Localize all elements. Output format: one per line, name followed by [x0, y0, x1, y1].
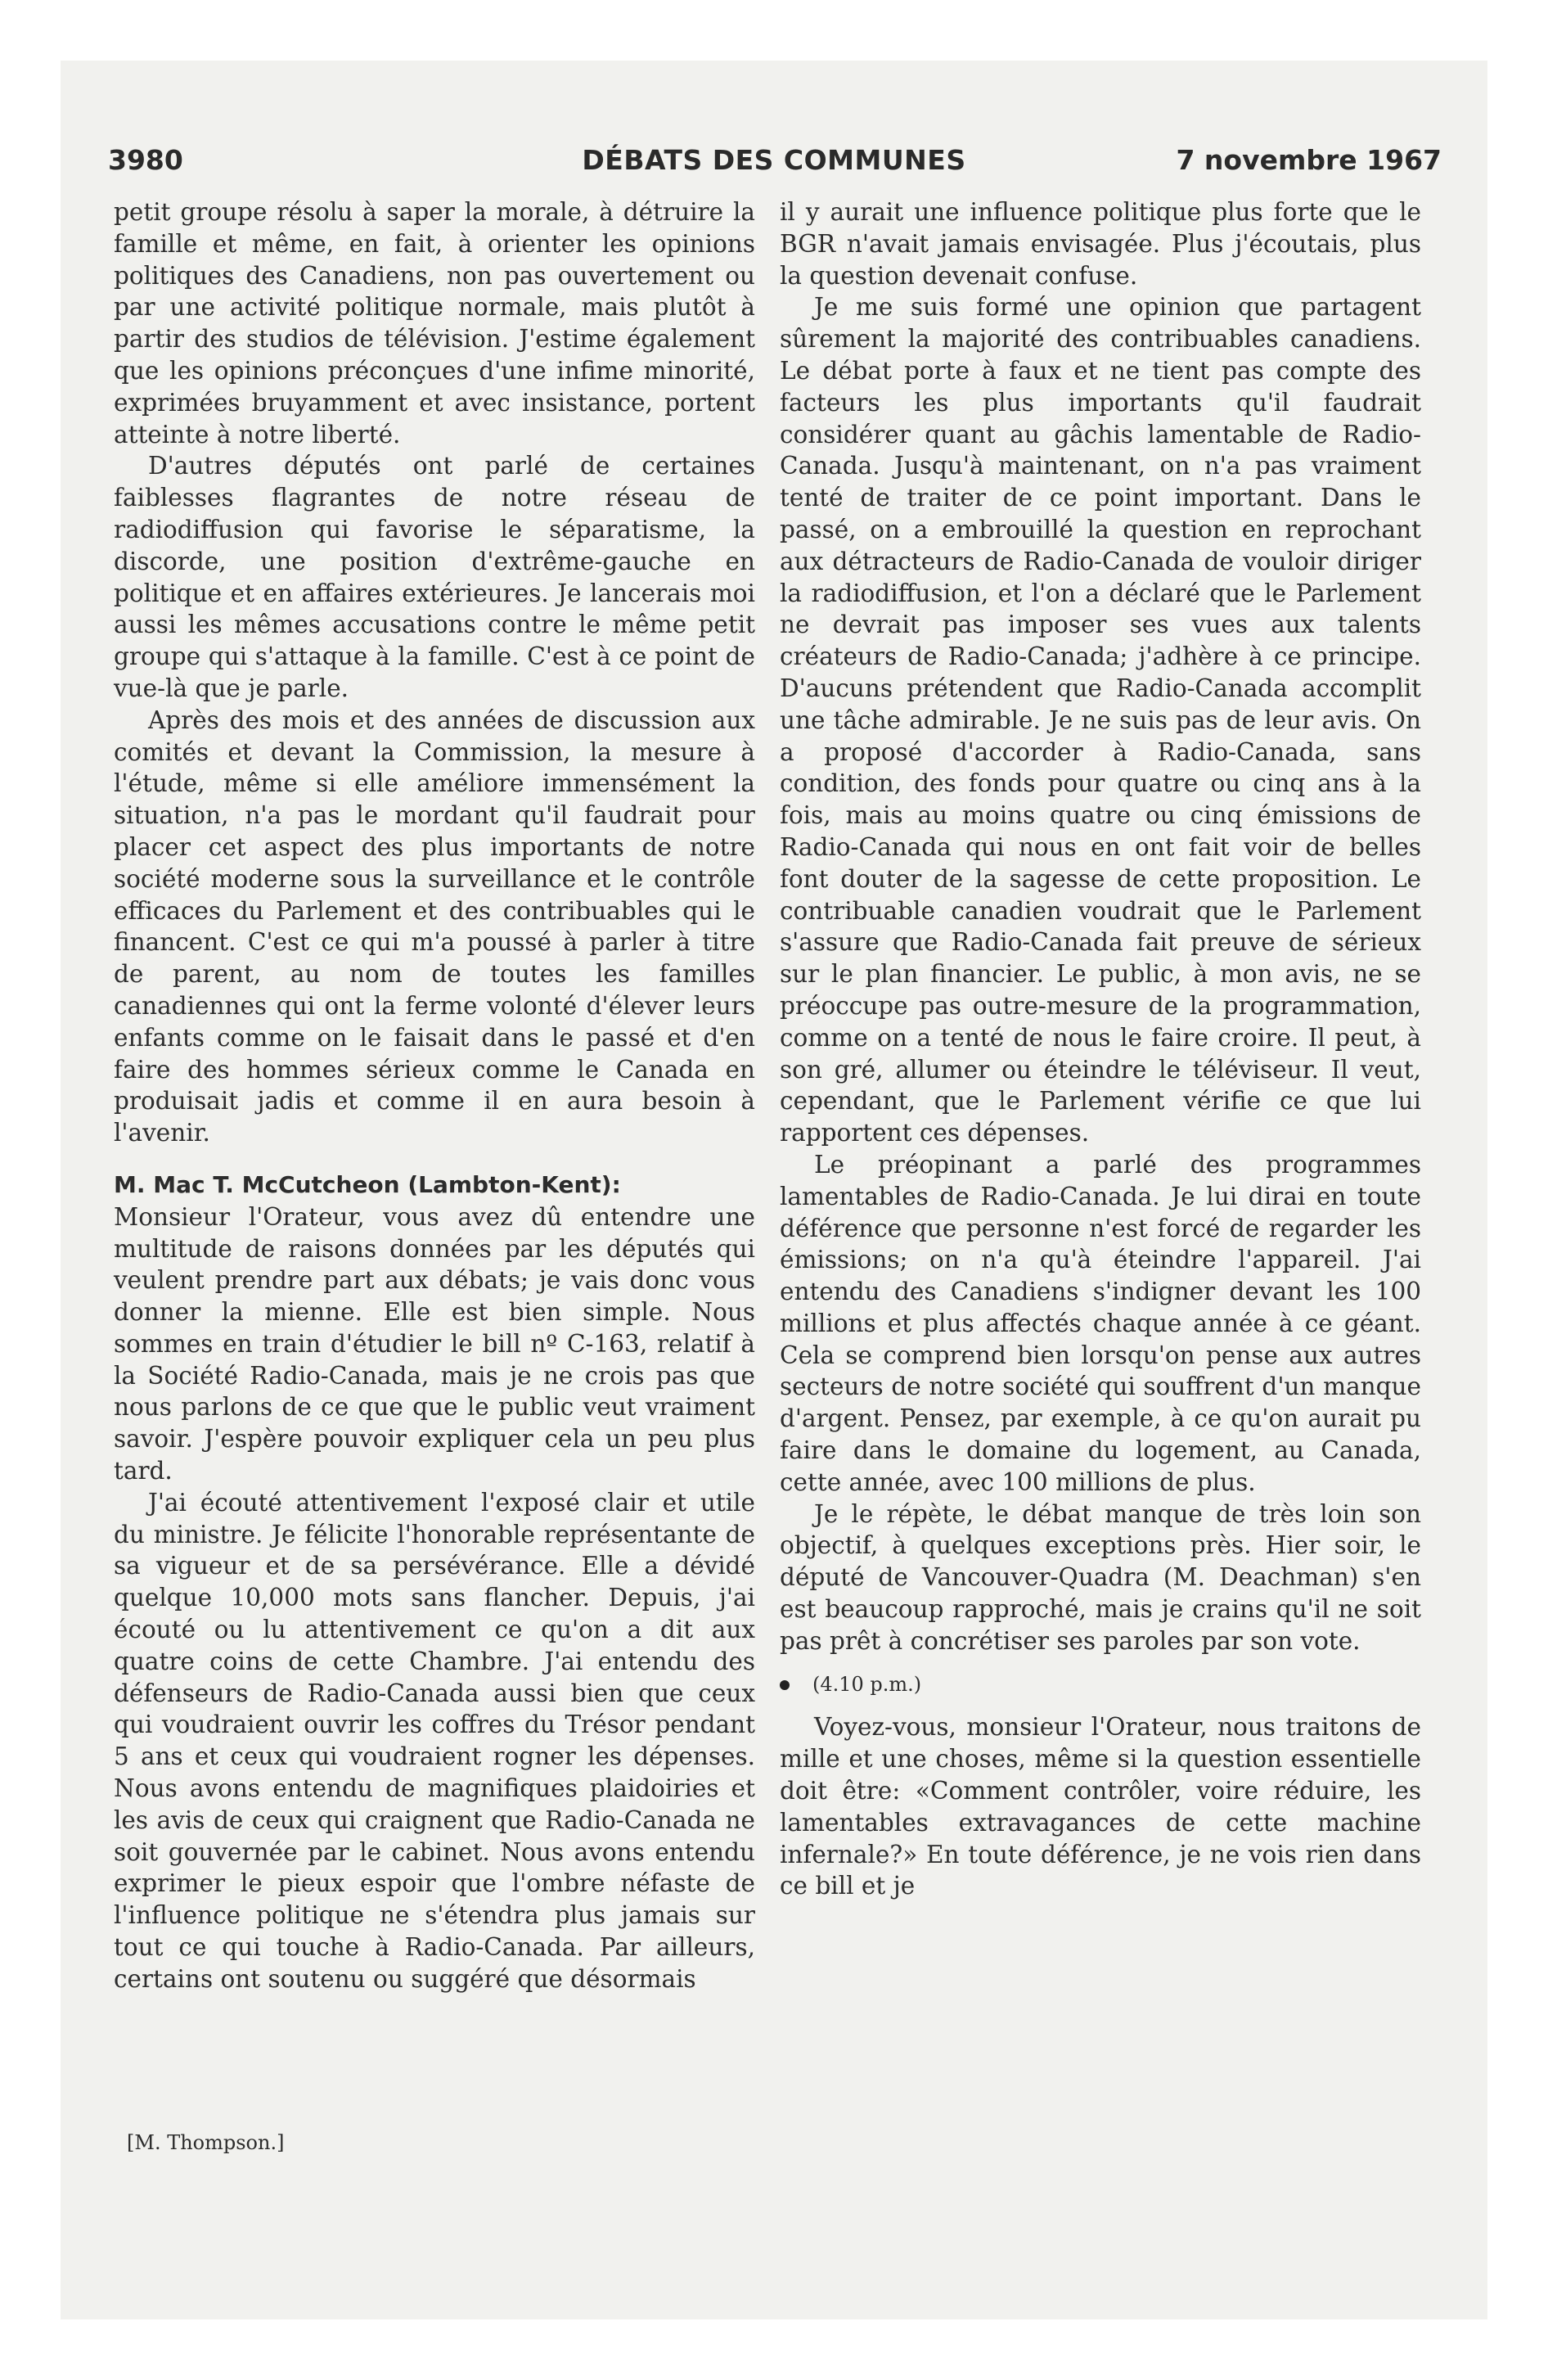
paragraph: Je me suis formé une opinion que partagent sûrement la majorité des contribuables canadiens. Le débat porte à faux et ne tient pas compte des facteurs les plus importants qu'il faudrait considérer quant au gâchis lamentable de Radio-Canada. Jusqu'à maintenant, on n'a pas vraiment tenté de traiter de ce point important. Dans le passé, on a embrouillé la question en reprochant aux détracteurs de Radio-Canada de vouloir diriger la radiodiffusion, et l'on a déclaré que le Parlement ne devrait pas imposer ses vues aux talents créateurs de Radio-Canada; j'adhère à ce principe. D'aucuns prétendent que Radio-Canada accomplit une tâche admirable. Je ne suis pas de leur avis. On a proposé d'accorder à Radio-Canada, sans condition, des fonds pour quatre ou cinq ans à la fois, mais au moins quatre ou cinq émissions de Radio-Canada qui nous en ont fait voir de belles font douter de la sagesse de cette proposition. Le contribuable canadien voudrait que le Parlement s'assure que Radio-Canada fait preuve de sérieux sur le plan financier. Le public, à mon avis, ne se préoccupe pas outre-mesure de la programmation, comme on a tenté de nous le faire croire. Il peut, à son gré, allumer ou éteindre le téléviseur. Il veut, cependant, que le Parlement vérifie ce que lui rapportent ces dépenses. [780, 293, 1421, 1147]
paragraph: Le préopinant a parlé des programmes lamentables de Radio-Canada. Je lui dirai en toute déférence que personne n'est forcé de regarder les émissions; on n'a qu'à éteindre l'appareil. J'ai entendu des Canadiens s'indigner devant les 100 millions et plus affectés chaque année à ce géant. Cela se comprend bien lorsqu'on pense aux autres secteurs de notre société qui souffrent d'un manque d'argent. Pensez, par exemple, à ce qu'on aurait pu faire dans le domaine du logement, au Canada, cette année, avec 100 millions de plus. [780, 1150, 1421, 1496]
paragraph: il y aurait une influence politique plus forte que le BGR n'avait jamais envisagée. Plus j'écoutais, plus la question devenait confuse. [780, 198, 1421, 290]
paragraph: J'ai écouté attentivement l'exposé clair et utile du ministre. Je félicite l'honorable représentante de sa vigueur et de sa persévérance. Elle a dévidé quelque 10,000 mots sans flancher. Depuis, j'ai écouté ou lu attentivement ce qu'on a dit aux quatre coins de cette Chambre. J'ai entendu des défenseurs de Radio-Canada aussi bien que ceux qui voudraient ouvrir les coffres du Trésor pendant 5 ans et ceux qui voudraient rogner les dépenses. Nous avons entendu de magnifiques plaidoiries et les avis de ceux qui craignent que Radio-Canada ne soit gouvernée par le cabinet. Nous avons entendu exprimer le pieux espoir que l'ombre néfaste de l'influence politique ne s'étendra plus jamais sur tout ce qui touche à Radio-Canada. Par ailleurs, certains ont soutenu ou suggéré que désormais [114, 1488, 755, 1993]
speaker-name: M. Mac T. McCutcheon (Lambton-Kent): [114, 1170, 621, 1198]
paragraph: Voyez-vous, monsieur l'Orateur, nous traitons de mille et une choses, même si la question essentielle doit être: «Comment contrôler, voire réduire, les lamentables extravagances de cette machine infernale?» En toute déférence, je ne vois rien dans ce bill et je [780, 1713, 1421, 1900]
speaker-paragraph [114, 1169, 755, 1201]
page-title: DÉBATS DES COMMUNES [582, 144, 966, 176]
page-date: 7 novembre 1967 [1176, 144, 1442, 176]
paragraph: Je le répète, le débat manque de très loin son objectif, à quelques exceptions près. Hier soir, le député de Vancouver-Quadra (M. Deachman) s'en est beaucoup rapproché, mais je crains qu'il ne soit pas prêt à concrétiser ses paroles par son vote. [780, 1499, 1421, 1655]
footer-speaker-reference: [M. Thompson.] [127, 2131, 285, 2154]
right-column [780, 196, 1421, 1902]
bullet-icon [780, 1680, 790, 1690]
paragraph: Après des mois et des années de discussion aux comités et devant la Commission, la mesure à l'étude, même si elle améliore immensément la situation, n'a pas le mordant qu'il faudrait pour placer cet aspect des plus importants de notre société moderne sous la surveillance et le contrôle efficaces du Parlement et des contribuables qui le financent. C'est ce qui m'a poussé à parler à titre de parent, au nom de toutes les familles canadiennes qui ont la ferme volonté d'élever leurs enfants comme on le faisait dans le passé et d'en faire des hommes sérieux comme le Canada en produisait jadis et comme il en aura besoin à l'avenir. [114, 705, 755, 1147]
time-marker [780, 1669, 1421, 1701]
page-header [0, 144, 1548, 177]
paragraph: Monsieur l'Orateur, vous avez dû entendre une multitude de raisons données par les députés qui veulent prendre part aux débats; je vais donc vous donner la mienne. Elle est bien simple. Nous sommes en train d'étudier le bill nº C-163, relatif à la Société Radio-Canada, mais je ne crois pas que nous parlons de ce que que le public veut vraiment savoir. J'espère pouvoir expliquer cela un peu plus tard. [114, 1202, 755, 1485]
paragraph: petit groupe résolu à saper la morale, à détruire la famille et même, en fait, à orienter les opinions politiques des Canadiens, non pas ouvertement ou par une activité politique normale, mais plutôt à partir des studios de télévision. J'estime également que les opinions préconçues d'une infime minorité, exprimées bruyamment et avec insistance, portent atteinte à notre liberté. [114, 198, 755, 449]
left-column [114, 196, 755, 1995]
time-stamp: (4.10 p.m.) [812, 1672, 922, 1696]
paragraph: D'autres députés ont parlé de certaines faiblesses flagrantes de notre réseau de radiodiffusion qui favorise le séparatisme, la discorde, une position d'extrême-gauche en politique et en affaires extérieures. Je lancerais moi aussi les mêmes accusations contre le même petit groupe qui s'attaque à la famille. C'est à ce point de vue-là que je parle. [114, 452, 755, 702]
page-number: 3980 [108, 144, 183, 176]
